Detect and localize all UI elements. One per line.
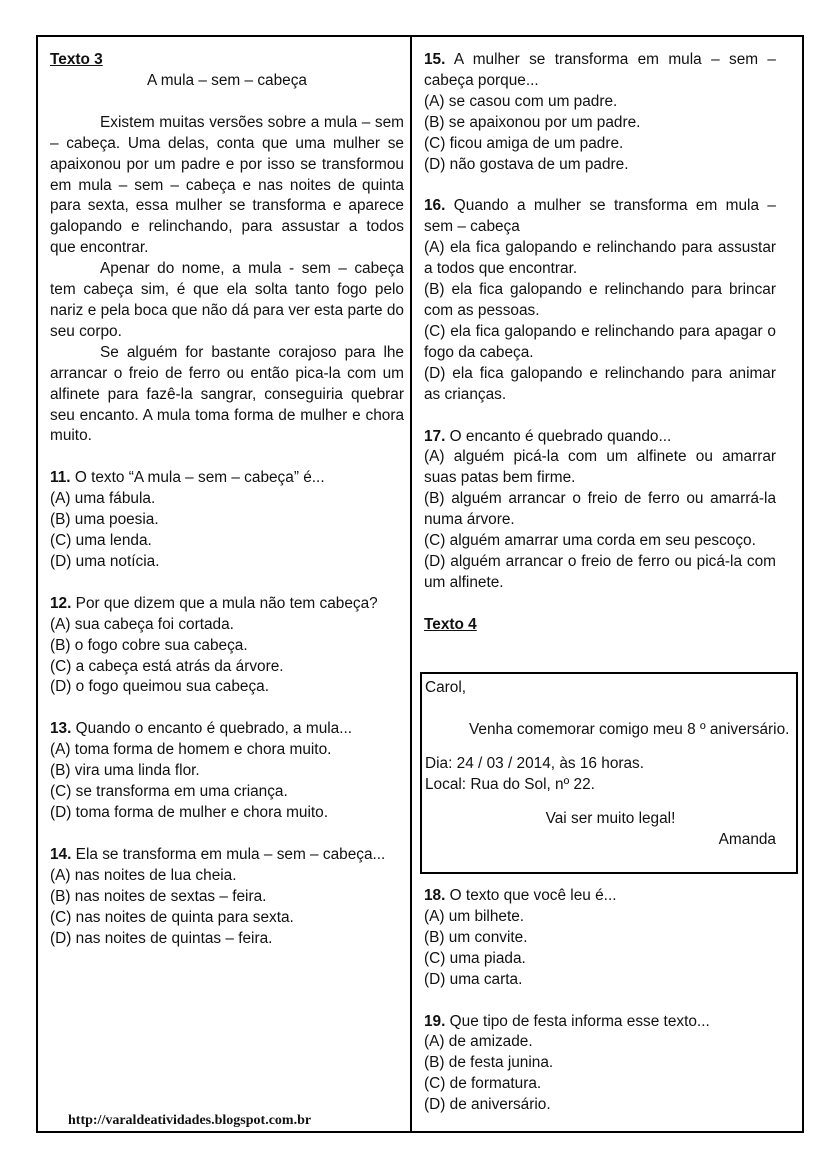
option: (C) de formatura. [424, 1075, 542, 1093]
option: (B) vira uma linda flor. [50, 762, 200, 780]
story-title: A mula – sem – cabeça [147, 71, 307, 89]
option: (D) toma forma de mulher e chora muito. [50, 804, 328, 821]
right-column [424, 50, 776, 636]
option: (A) de amizade. [424, 1033, 533, 1051]
footer-url: http://varaldeatividades.blogspot.com.br [68, 1113, 312, 1128]
option: (B) alguém arrancar o freio de ferro ou amarrá-la numa árvore. [424, 490, 776, 529]
option: (A) toma forma de homem e chora muito. [50, 741, 332, 759]
question-14: 14. Ela se transforma em mula – sem – cabeça... (A) nas noites de lua cheia. (B) nas noites de sextas – feira. (C) nas noites de quinta para sexta. (D) nas noites de quintas – feira. [50, 845, 404, 950]
option: (D) uma notícia. [50, 552, 160, 570]
option: (B) o fogo cobre sua cabeça. [50, 636, 248, 654]
text4-heading: Texto 4 [424, 615, 477, 633]
option: (C) uma piada. [424, 949, 526, 967]
option: (B) nas noites de sextas – feira. [50, 887, 267, 905]
option: (C) nas noites de quinta para sexta. [50, 908, 294, 926]
story-paragraph: Se alguém for bastante corajoso para lhe arrancar o freio de ferro ou então pica-la com um alfinete para fazê-la sangrar, conseguiria quebrar seu encanto. A mula toma forma de mulher e chora muito. [50, 343, 404, 445]
left-column [50, 50, 404, 949]
option: (A) se casou com um padre. [424, 92, 618, 110]
invite-place: Local: Rua do Sol, nº 22. [425, 775, 595, 793]
option: (B) ela fica galopando e relinchando para brincar com as pessoas. [424, 281, 776, 319]
option: (B) uma poesia. [50, 511, 159, 529]
invite-closing: Vai ser muito legal! [545, 809, 676, 827]
question-17: 17. O encanto é quebrado quando... (A) alguém picá-la com um alfinete ou amarrar suas patas bem firme. (B) alguém arrancar o freio de ferro ou amarrá-la numa árvore. (C) alguém amarrar uma corda em seu pescoço. (D) alguém arrancar o freio de ferro ou picá-la com um alfinete. [424, 427, 776, 594]
question-16: 16. Quando a mulher se transforma em mula – sem – cabeça (A) ela fica galopando e relinchando para assustar a todos que encontrar. (B) ela fica galopando e relinchando para brincar com as pessoas. (C) ela fica galopando e relinchando para apagar o fogo da cabeça. (D) ela fica galopando e relinchando para animar as crianças. [424, 196, 776, 405]
invite-date: Dia: 24 / 03 / 2014, às 16 horas. [425, 754, 645, 772]
question-11: 11. O texto “A mula – sem – cabeça” é... (A) uma fábula. (B) uma poesia. (C) uma lenda. (D) uma notícia. [50, 468, 404, 573]
option: (C) uma lenda. [50, 532, 152, 550]
option: (D) não gostava de um padre. [424, 155, 629, 173]
story-paragraph: Existem muitas versões sobre a mula – sem – cabeça. Uma delas, conta que uma mulher se apaixonou por um padre e por isso se transformou em mula – sem – cabeça e nas noites de quinta para sexta, essa mulher se transforma e aparece galopando e relinchando, para assustar a todos que encontrar. [50, 113, 404, 257]
question-12: 12. Por que dizem que a mula não tem cabeça? (A) sua cabeça foi cortada. (B) o fogo cobre sua cabeça. (C) a cabeça está atrás da árvore. (D) o fogo queimou sua cabeça. [50, 594, 404, 699]
question-19: 19. Que tipo de festa informa esse texto... (A) de amizade. (B) de festa junina. (C) de formatura. (D) de aniversário. [424, 1012, 776, 1117]
option: (D) alguém arrancar o freio de ferro ou picá-la com um alfinete. [424, 552, 776, 591]
question-13: 13. Quando o encanto é quebrado, a mula... (A) toma forma de homem e chora muito. (B) vira uma linda flor. (C) se transforma em uma criança. (D) toma forma de mulher e chora muito. [50, 719, 404, 824]
invitation-box [420, 672, 798, 874]
option: (D) de aniversário. [424, 1096, 551, 1114]
option: (D) uma carta. [424, 970, 523, 988]
option: (B) se apaixonou por um padre. [424, 113, 641, 131]
text3-heading: Texto 3 [50, 51, 103, 68]
option: (B) um convite. [424, 928, 528, 946]
option: (C) ela fica galopando e relinchando para apagar o fogo da cabeça. [424, 322, 776, 361]
option: (C) alguém amarrar uma corda em seu pescoço. [424, 532, 756, 550]
option: (A) ela fica galopando e relinchando para assustar a todos que encontrar. [424, 239, 776, 278]
option: (D) nas noites de quintas – feira. [50, 929, 273, 947]
option: (B) de festa junina. [424, 1054, 554, 1072]
option: (A) nas noites de lua cheia. [50, 866, 237, 884]
option: (C) se transforma em uma criança. [50, 783, 288, 801]
invite-signature: Amanda [718, 830, 776, 848]
option: (D) ela fica galopando e relinchando para animar as crianças. [424, 364, 776, 403]
option: (C) a cabeça está atrás da árvore. [50, 657, 284, 675]
right-column-bottom [424, 886, 776, 1116]
option: (A) uma fábula. [50, 490, 156, 508]
question-18: 18. O texto que você leu é... (A) um bilhete. (B) um convite. (C) uma piada. (D) uma carta. [424, 886, 776, 991]
option: (A) um bilhete. [424, 907, 525, 925]
story-paragraph: Apenar do nome, a mula - sem – cabeça tem cabeça sim, é que ela solta tanto fogo pelo nariz e pela boca que não dá para ver esta parte do seu corpo. [50, 260, 404, 340]
option: (A) sua cabeça foi cortada. [50, 615, 234, 633]
question-15: 15. A mulher se transforma em mula – sem – cabeça porque... (A) se casou com um padre. (B) se apaixonou por um padre. (C) ficou amiga de um padre. (D) não gostava de um padre. [424, 50, 776, 175]
invite-greeting: Carol, [425, 679, 467, 696]
option: (D) o fogo queimou sua cabeça. [50, 678, 270, 696]
invite-body: Venha comemorar comigo meu 8 º aniversário. [469, 720, 790, 738]
option: (A) alguém picá-la com um alfinete ou amarrar suas patas bem firme. [424, 448, 776, 487]
option: (C) ficou amiga de um padre. [424, 134, 624, 152]
column-divider [410, 35, 412, 1133]
